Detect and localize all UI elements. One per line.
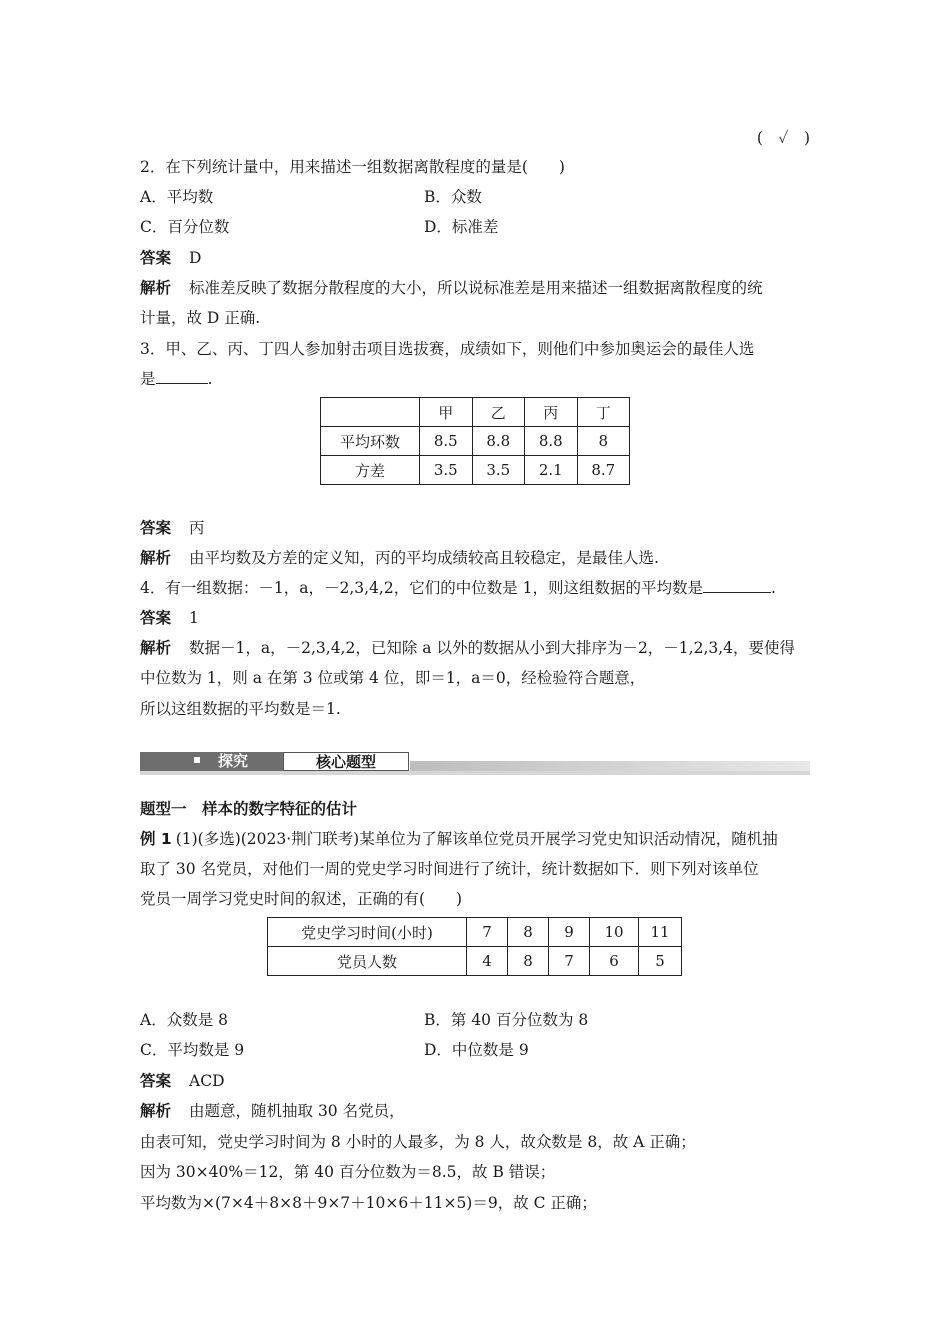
q3-stem-suffix: .: [207, 370, 213, 388]
section-banner: [140, 750, 810, 775]
table-cell: 3.5: [472, 456, 525, 485]
example-line1: [140, 829, 810, 849]
ex-analysis-line2: 由表可知，党史学习时间为 8 小时的人最多，为 8 人，故众数是 8，故 A 正确；: [140, 1133, 696, 1151]
q4-analysis-line3: 所以这组数据的平均数是＝1.: [140, 700, 341, 718]
table-cell: 8.8: [472, 427, 525, 456]
q4-stem-text: 4．有一组数据：－1，a，－2,3,4,2，它们的中位数是 1，则这组数据的平均数是: [140, 579, 703, 597]
analysis-label: 解析: [140, 639, 172, 657]
example-label: 例 1: [140, 830, 172, 848]
table-cell: 8: [508, 918, 549, 947]
q3-answer: [140, 518, 810, 538]
q4-stem-suffix: .: [770, 579, 776, 597]
ex-option-b: B．第 40 百分位数为 8: [424, 1011, 589, 1029]
ex-option-d: D．中位数是 9: [424, 1041, 529, 1059]
table-cell: 5: [639, 947, 682, 976]
table-cell: 11: [639, 918, 682, 947]
table-cell: 丁: [577, 398, 630, 427]
answer-label: 答案: [140, 1072, 172, 1090]
table-cell: 党员人数: [268, 947, 467, 976]
table-cell: 7: [467, 918, 508, 947]
banner-fade-bar: [410, 761, 810, 771]
table-cell: 8.5: [420, 427, 473, 456]
banner-box: [283, 752, 409, 771]
table-cell: 方差: [321, 456, 420, 485]
q2-option-d: D．标准差: [424, 218, 499, 236]
q2-option-c: C．百分位数: [140, 218, 230, 236]
table-cell: 平均环数: [321, 427, 420, 456]
table-cell: 8.7: [577, 456, 630, 485]
banner-underline: [140, 771, 810, 775]
answer-value: 丙: [189, 519, 205, 537]
example-line3: 党员一周学习党史时间的叙述，正确的有( ): [140, 890, 463, 908]
q2-analysis-line1: [140, 278, 810, 298]
table-cell: 甲: [420, 398, 473, 427]
table-cell: 党史学习时间(小时): [268, 918, 467, 947]
banner-title-core: 核心题型: [315, 753, 376, 771]
table-cell: 8: [508, 947, 549, 976]
table-row: [268, 918, 682, 947]
ex-answer: [140, 1071, 810, 1091]
section-title: 题型一 样本的数字特征的估计: [140, 800, 358, 818]
q3-analysis: [140, 548, 810, 568]
ex-option-a: A．众数是 8: [140, 1011, 228, 1029]
answer-blank: [156, 369, 208, 384]
table-cell: 丙: [525, 398, 578, 427]
answer-value: 1: [189, 609, 199, 627]
q2-option-b: B．众数: [424, 188, 482, 206]
table-cell: 4: [467, 947, 508, 976]
q2-analysis-line2: 计量，故 D 正确.: [140, 309, 261, 327]
q3-stem-prefix: 是: [140, 370, 156, 388]
table-row: [321, 427, 630, 456]
table-cell: 10: [590, 918, 639, 947]
analysis-label: 解析: [140, 279, 172, 297]
ex-analysis-line3: 因为 30×40%＝12，第 40 百分位数为＝8.5，故 B 错误；: [140, 1163, 556, 1181]
analysis-text: 数据－1，a，－2,3,4,2，已知除 a 以外的数据从小到大排序为－2，－1,2,3,4，要使得: [189, 639, 796, 657]
q3-stem-line2: [140, 369, 810, 389]
analysis-label: 解析: [140, 1102, 172, 1120]
ex-analysis-line1: [140, 1101, 810, 1121]
banner-title-explore: 探究: [218, 752, 249, 770]
q4-stem: [140, 578, 810, 598]
q4-analysis-line2: 中位数为 1，则 a 在第 3 位或第 4 位，即＝1，a＝0，经检验符合题意，: [140, 669, 646, 687]
previous-answer-mark: ( ✓ ): [756, 129, 810, 147]
table-cell: [321, 398, 420, 427]
q2-answer: [140, 248, 810, 268]
answer-label: 答案: [140, 519, 172, 537]
analysis-text: 由平均数及方差的定义知，丙的平均成绩较高且较稳定，是最佳人选.: [189, 549, 659, 567]
table-cell: 2.1: [525, 456, 578, 485]
answer-label: 答案: [140, 609, 172, 627]
q3-stem-line1: 3．甲、乙、丙、丁四人参加射击项目选拔赛，成绩如下，则他们中参加奥运会的最佳人选: [140, 340, 755, 358]
table-row: [321, 456, 630, 485]
ex-option-c: C．平均数是 9: [140, 1041, 245, 1059]
q4-answer: [140, 608, 810, 628]
answer-value: ACD: [189, 1072, 225, 1090]
q4-analysis-line1: [140, 638, 810, 658]
banner-square-icon: [194, 757, 200, 763]
answer-blank: [703, 578, 771, 593]
table-cell: 7: [549, 947, 590, 976]
table-cell: 8.8: [525, 427, 578, 456]
analysis-label: 解析: [140, 549, 172, 567]
analysis-text: 由题意，随机抽取 30 名党员，: [189, 1102, 405, 1120]
q2-option-a: A．平均数: [140, 188, 214, 206]
table-cell: 8: [577, 427, 630, 456]
table-cell: 乙: [472, 398, 525, 427]
answer-label: 答案: [140, 249, 172, 267]
q3-score-table: [320, 397, 630, 485]
banner-dark-block: [140, 752, 283, 771]
example-text: (1)(多选)(2023·荆门联考)某单位为了解该单位党员开展学习党史知识活动情况，随机抽: [175, 830, 778, 848]
table-row: [321, 398, 630, 427]
example-line2: 取了 30 名党员，对他们一周的党史学习时间进行了统计，统计数据如下．则下列对该单位: [140, 860, 759, 878]
table-row: [268, 947, 682, 976]
table-cell: 3.5: [420, 456, 473, 485]
analysis-text: 标准差反映了数据分散程度的大小，所以说标准差是用来描述一组数据离散程度的统: [189, 279, 763, 297]
study-time-table: [267, 917, 682, 976]
q2-stem: 2．在下列统计量中，用来描述一组数据离散程度的量是( ): [140, 158, 565, 176]
answer-value: D: [189, 249, 202, 267]
table-cell: 9: [549, 918, 590, 947]
table-cell: 6: [590, 947, 639, 976]
ex-analysis-line4: 平均数为×(7×4＋8×8＋9×7＋10×6＋11×5)＝9，故 C 正确；: [140, 1194, 597, 1212]
